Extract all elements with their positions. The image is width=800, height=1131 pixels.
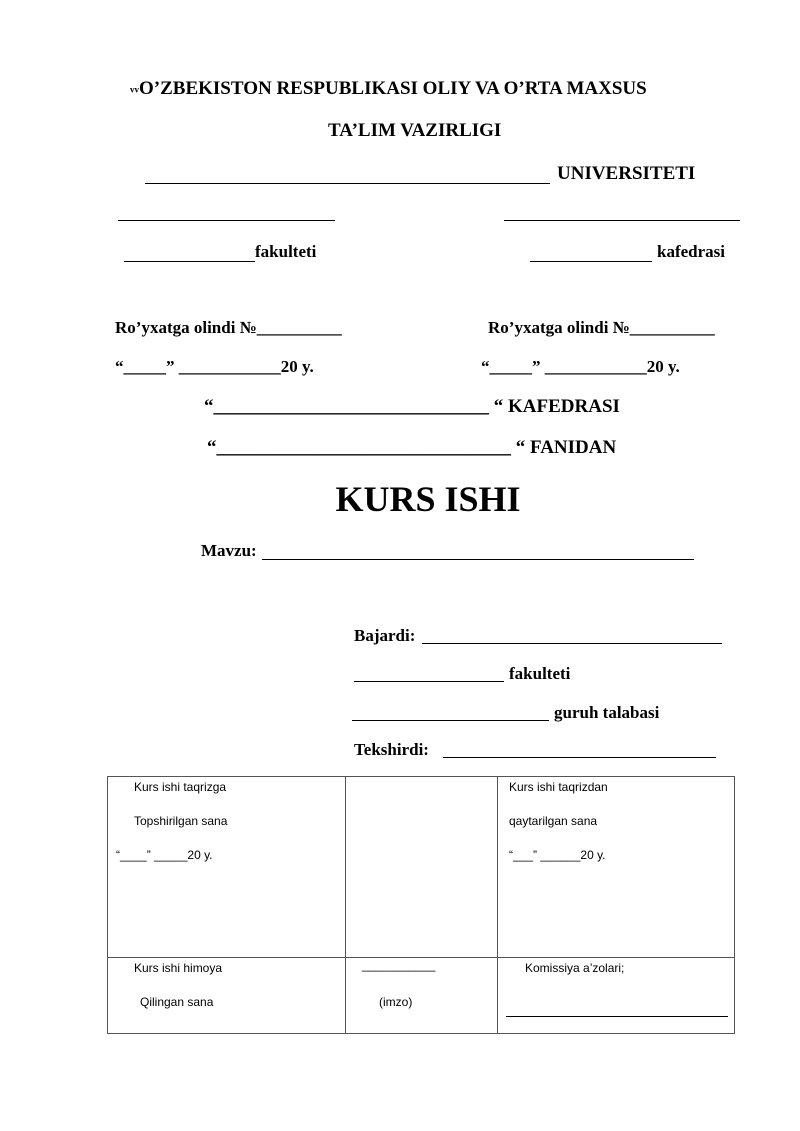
group-blank[interactable] xyxy=(352,720,549,721)
checked-by-blank[interactable] xyxy=(443,757,716,758)
faculty-label: fakulteti xyxy=(255,242,317,261)
topic-label: Mavzu: xyxy=(201,541,257,560)
student-faculty-label: fakulteti xyxy=(509,664,571,683)
performed-by-label: Bajardi: xyxy=(354,626,416,645)
group-label: guruh talabasi xyxy=(554,703,660,722)
submitted-line2: Topshirilgan sana xyxy=(134,814,228,828)
registration-left-label: Ro’yxatga olindi №__________ xyxy=(115,318,342,337)
returned-line2: qaytarilgan sana xyxy=(509,814,598,828)
commission-cell xyxy=(498,958,735,1034)
left-extra-blank[interactable] xyxy=(118,220,335,221)
checked-by-label: Tekshirdi: xyxy=(354,740,429,759)
review-table xyxy=(107,776,735,1034)
defense-line1: Kurs ishi himoya xyxy=(134,961,223,975)
topic-blank[interactable] xyxy=(262,559,694,560)
commission-label: Komissiya a’zolari; xyxy=(525,961,625,975)
submitted-line1: Kurs ishi taqrizga xyxy=(134,780,227,794)
defense-cell xyxy=(108,958,346,1034)
returned-date: “___” ______20 y. xyxy=(509,848,606,862)
signature-cell xyxy=(346,958,498,1034)
registration-left-date: “_____” ____________20 y. xyxy=(115,357,314,376)
returned-cell xyxy=(498,777,735,958)
university-suffix: UNIVERSITETI xyxy=(557,163,696,184)
signature-label: (imzo) xyxy=(379,995,413,1009)
submitted-date: “____” _____20 y. xyxy=(116,848,213,862)
university-name-blank[interactable] xyxy=(145,183,550,184)
registration-right-date: “_____” ____________20 y. xyxy=(481,357,680,376)
ministry-heading-line2: TA’LIM VAZIRLIGI xyxy=(328,120,502,141)
returned-line1: Kurs ishi taqrizdan xyxy=(509,780,608,794)
submitted-middle-cell xyxy=(346,777,498,958)
registration-right-label: Ro’yxatga olindi №__________ xyxy=(488,318,715,337)
ministry-heading-line1: vvO’ZBEKISTON RESPUBLIKASI OLIY VA O’RTA MAXSUS xyxy=(130,78,647,99)
faculty-name-blank[interactable] xyxy=(124,261,255,262)
right-extra-blank[interactable] xyxy=(504,220,740,221)
student-faculty-blank[interactable] xyxy=(354,681,504,682)
department-label: kafedrasi xyxy=(657,242,725,261)
document-title: KURS ISHI xyxy=(335,479,521,519)
performed-by-blank[interactable] xyxy=(422,643,722,644)
commission-blank[interactable] xyxy=(506,1016,728,1017)
submitted-cell xyxy=(108,777,346,958)
department-name-blank[interactable] xyxy=(530,261,652,262)
ministry-prefix: vv xyxy=(130,84,139,95)
signature-line[interactable]: ___________ xyxy=(362,958,436,972)
defense-line2: Qilingan sana xyxy=(140,995,214,1009)
kafedra-line: “_____________________________ “ KAFEDRASI xyxy=(204,396,620,417)
fan-line: “_______________________________ “ FANIDAN xyxy=(207,437,617,458)
